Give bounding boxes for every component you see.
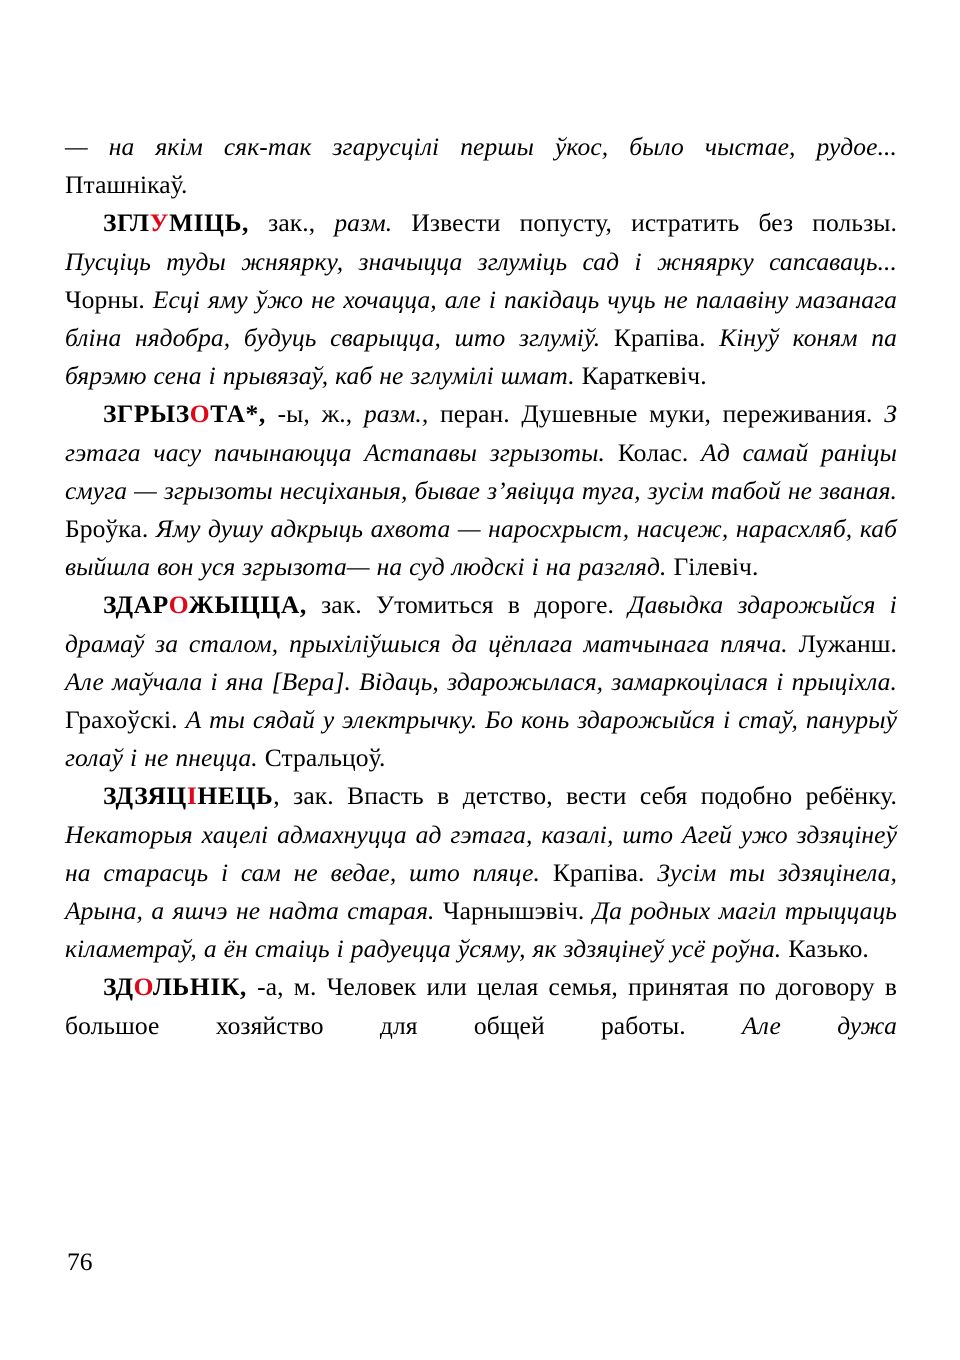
citation-source: Чарнышэвіч.	[442, 896, 585, 926]
headword-zhryzota	[103, 399, 266, 428]
citation-source: Лужанш.	[798, 628, 897, 658]
definition: Человек или целая семья, принятая по договору в большое хозяйство для общей работы.	[65, 972, 897, 1040]
citation-source: Грахоўскі.	[65, 705, 178, 735]
citation-text: Пусціць туды жняярку, значыцца зглуміць сад і жняярку сапсаваць...	[65, 246, 897, 276]
style-label: разм.,	[363, 399, 429, 429]
citation-source: Броўка.	[65, 514, 149, 544]
citation-text: Есці яму ўжо не хочацца, але і пакідаць чуць не палавіну мазанага бліна нядобра, будуць сварыцца, што зглуміў.	[65, 284, 897, 353]
style-label: разм.	[334, 208, 393, 238]
headword-accent-letter: І	[186, 781, 198, 811]
citation-source: Крапіва.	[613, 323, 706, 353]
headword-part-after: ЛЬНІК,	[152, 972, 247, 1002]
definition: Утомиться в дороге.	[375, 590, 614, 620]
page-number: 76	[67, 1247, 93, 1276]
definition: Впасть в детство, вести себя подобно ребёнку.	[347, 781, 897, 811]
citation-text: Ад самай раніцы смуга — згрызоты несціханыя, бывае з’явіцца туга, зусім табой не званая.	[65, 437, 897, 505]
headword-accent-letter: О	[189, 399, 211, 429]
citation-source: Караткевіч.	[581, 361, 707, 391]
dictionary-entry-zhlumic	[65, 204, 897, 395]
dictionary-entry-zdzyatsinets	[65, 777, 897, 968]
text-column	[65, 128, 897, 1083]
citation-text: Давыдка здарожыйся і драмаў за сталом, прыхіліўшыся да цёплага матчынага пляча.	[65, 590, 897, 658]
gender-label: м.	[293, 972, 317, 1002]
headword-part-after: МІЦЬ,	[168, 208, 250, 238]
citation-text: Да родных магіл трыццаць кіламетраў, а ён стаіць і радуецца ўсяму, як здзяцінеў усё роўна.	[65, 896, 898, 964]
gender-label: ж.,	[321, 399, 353, 429]
headword-part-before: ЗГРЫЗ	[103, 399, 190, 429]
headword-punctuation: ,	[273, 781, 280, 811]
citation-source: Колас.	[617, 437, 689, 467]
citation-source: Чорны.	[65, 284, 145, 314]
citation-source: Крапіва.	[552, 857, 645, 887]
definition: Душевные муки, переживания.	[521, 399, 873, 429]
citation-text: Некаторыя хацелі адмахнуцца ад гэтага, казалі, што Агей ужо здзяцінеў на старасць і сам не ведае, што пляце.	[65, 819, 897, 887]
inflection-label: -ы,	[277, 399, 310, 429]
dictionary-entry-zdolnik	[65, 968, 897, 1083]
headword-zdzyatsinets	[103, 781, 273, 810]
transfer-label: перан.	[440, 399, 510, 429]
headword-accent-letter: О	[168, 590, 189, 620]
citation-text: Але маўчала і яна [Вера]. Відаць, здарожылася, замаркоцілася і прыціхла.	[65, 666, 897, 696]
carryover-citation: — на якім сяк-так згарусцілі першы ўкос, было чыстае, рудое...	[65, 132, 897, 161]
carryover-paragraph	[65, 128, 897, 204]
dictionary-entry-zdarozhyctsa	[65, 586, 897, 777]
citation-source: Казько.	[788, 934, 869, 964]
citation-text: Яму душу адкрыць ахвота — наросхрыст, насцеж, нарасхляб, каб выйшла вон уся згрызота— на суд людскі і на разгляд.	[65, 514, 897, 582]
headword-zdolnik	[103, 972, 247, 1001]
headword-zhlumic	[103, 208, 249, 237]
citation-text: Але дужа	[742, 1010, 897, 1040]
headword-part-before: ЗГЛ	[103, 208, 150, 238]
definition: Извести попусту, истратить без пользы.	[411, 208, 897, 238]
headword-accent-letter: О	[133, 972, 153, 1002]
headword-part-before: ЗДЗЯЦ	[103, 781, 187, 811]
headword-zdarozhyctsa	[103, 590, 307, 619]
citation-text: З гэтага часу пачынаюцца Астапавы згрызоты.	[65, 399, 897, 467]
grammar-label: зак.	[321, 590, 362, 620]
headword-part-after: НЕЦЬ	[197, 781, 274, 811]
dictionary-entry-zhryzota	[65, 395, 897, 586]
citation-text: А ты сядай у электрычку. Бо конь здарожыйся і стаў, панурыў голаў і не пнецца.	[65, 705, 897, 773]
headword-part-after: ТА*,	[210, 399, 266, 429]
carryover-source: Пташнікаў.	[65, 170, 188, 200]
grammar-label: зак.,	[268, 208, 316, 238]
headword-part-after: ЖЫЦЦА,	[188, 590, 307, 620]
citation-text: Зусім ты здзяцінела, Арына, а яшчэ не надта старая.	[65, 857, 897, 926]
headword-accent-letter: У	[149, 208, 169, 238]
headword-part-before: ЗДАР	[103, 590, 169, 620]
citation-source: Гілевіч.	[673, 552, 759, 582]
headword-part-before: ЗД	[103, 972, 134, 1002]
grammar-label: зак.	[293, 781, 334, 811]
citation-text: Кінуў коням па бярэмю сена і прывязаў, каб не зглумілі шмат.	[65, 323, 897, 391]
citation-source: Стральцоў.	[264, 743, 386, 773]
inflection-label: -а,	[257, 972, 284, 1002]
